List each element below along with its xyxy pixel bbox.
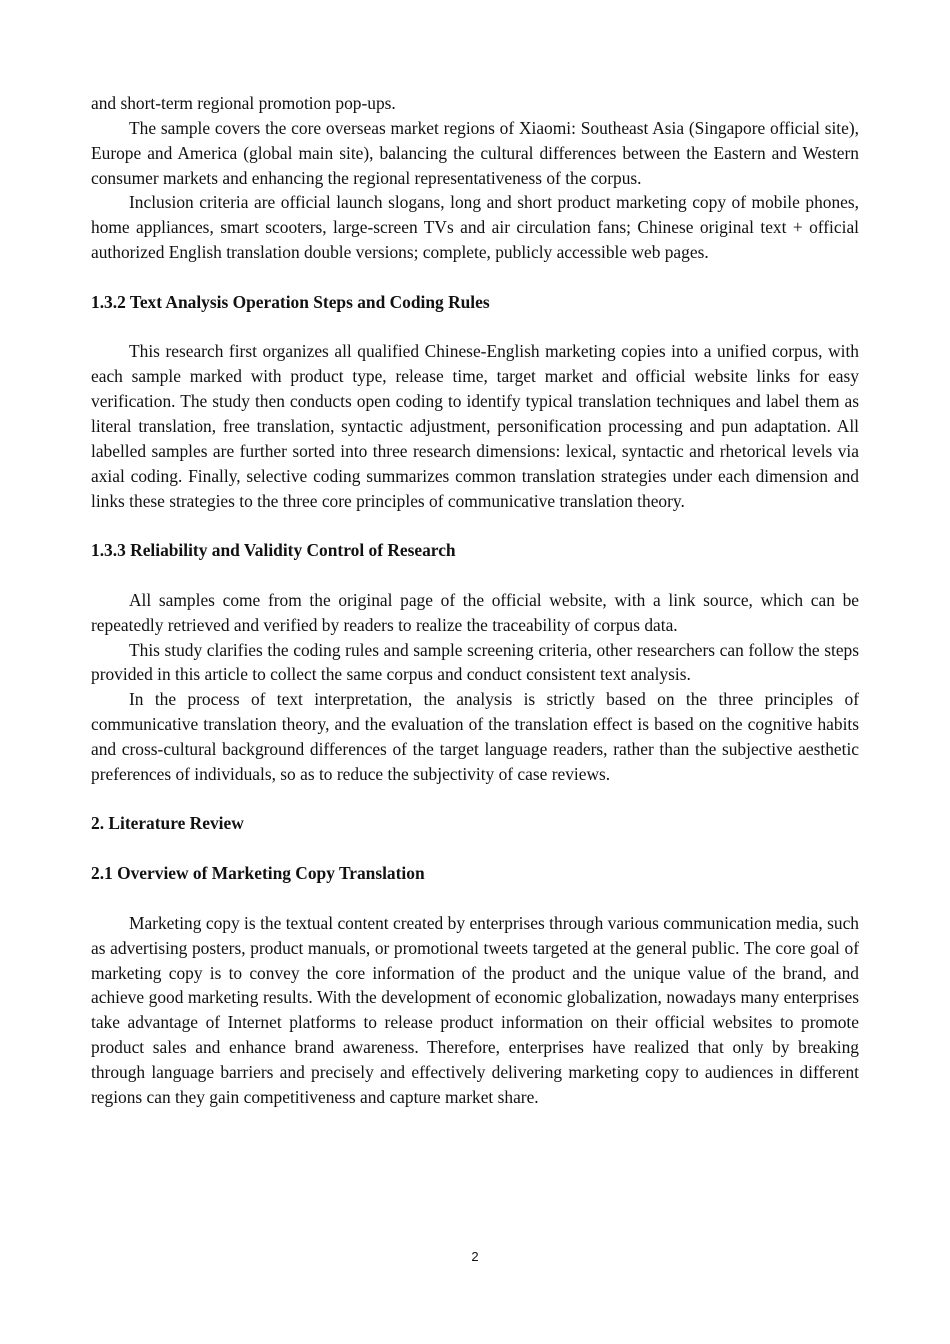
page-number: 2 [471, 1249, 479, 1264]
spacer [91, 563, 859, 588]
paragraph-coding-steps: This research first organizes all qualified Chinese-English marketing copies into a unified corpus, with each sample marked with product type, release time, target market and official website links for easy verification. The study then conducts open coding to identify typical translation techniques and label them as literal translation, free translation, syntactic adjustment, personification processing and pun adaptation. All labelled samples are further sorted into three research dimensions: lexical, syntactic and rhetorical levels via axial coding. Finally, selective coding summarizes common translation strategies under each dimension and links these strategies to the three core principles of communicative translation theory. [91, 341, 859, 511]
paragraph-inclusion-criteria: Inclusion criteria are official launch slogans, long and short product marketing copy of mobile phones, home appliances, smart scooters, large-screen TVs and air circulation fans; Chinese original text + official authorized English translation double versions; complete, publicly accessible web pages. [91, 192, 859, 263]
paragraph-interpretation: In the process of text interpretation, the analysis is strictly based on the three principles of communicative translation theory, and the evaluation of the translation effect is based on the cognitive habits and cross-cultural background differences of the target language readers, rather than the subjective aesthetic preferences of individuals, so as to reduce the subjectivity of case reviews. [91, 689, 859, 784]
section-heading-2-1: 2.1 Overview of Marketing Copy Translation [91, 863, 425, 884]
spacer [91, 315, 859, 340]
section-heading-1-3-2: 1.3.2 Text Analysis Operation Steps and Coding Rules [91, 291, 490, 312]
section-heading-1-3-3: 1.3.3 Reliability and Validity Control of Research [91, 540, 456, 561]
page-content [91, 91, 859, 1110]
paragraph-continuation: and short-term regional promotion pop-ups. [91, 93, 396, 113]
paragraph-traceability: All samples come from the original page of the official website, with a link source, which can be repeatedly retrieved and verified by readers to realize the traceability of corpus data. [91, 589, 859, 635]
spacer [91, 513, 859, 538]
spacer [91, 886, 859, 911]
spacer [91, 265, 859, 290]
paragraph-sample-regions: The sample covers the core overseas market regions of Xiaomi: Southeast Asia (Singapore official site), Europe and America (global main site), balancing the cultural differences between the Eastern and Western consumer markets and enhancing the regional representativeness of the corpus. [91, 117, 859, 188]
paragraph-replicability: This study clarifies the coding rules and sample screening criteria, other researchers can follow the steps provided in this article to collect the same corpus and conduct consistent text analysis. [91, 639, 859, 685]
spacer [91, 787, 859, 812]
paragraph-marketing-copy: Marketing copy is the textual content created by enterprises through various communication media, such as advertising posters, product manuals, or promotional tweets targeted at the general public. The core goal of marketing copy is to convey the core information of the product and the unique value of the brand, and achieve good marketing results. With the development of economic globalization, nowadays many enterprises take advantage of Internet platforms to release product information on their official websites to promote product sales and enhance brand awareness. Therefore, enterprises have realized that only by breaking through language barriers and precisely and effectively delivering marketing copy to audiences in different regions can they gain competitiveness and capture market share. [91, 912, 859, 1107]
spacer [91, 836, 859, 861]
section-heading-2: 2. Literature Review [91, 813, 244, 834]
